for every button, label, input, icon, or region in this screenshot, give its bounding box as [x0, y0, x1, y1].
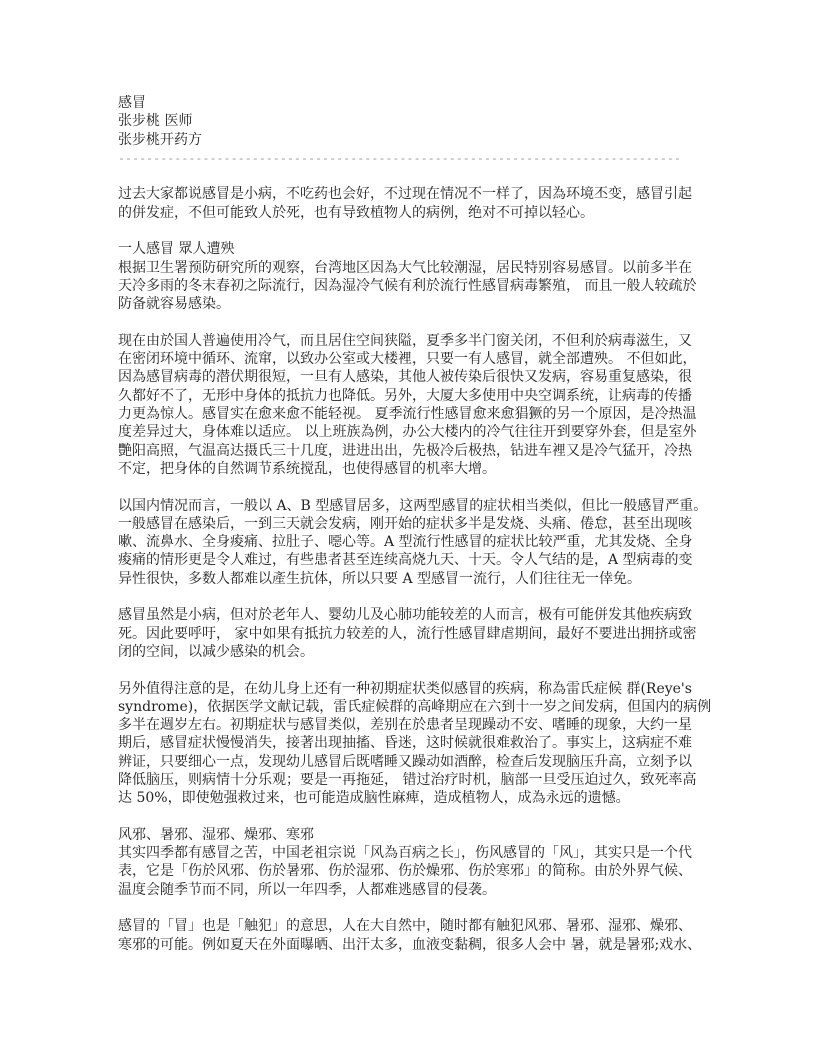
paragraph	[118, 844, 718, 899]
paragraph-line: 异性很快，多数人都难以產生抗体，所以只要 A 型感冒一流行，人们往往无一倖免。	[118, 570, 642, 587]
paragraph-line: 达 50%，即使勉强救过来，也可能造成脑性麻痺，造成植物人，成為永远的遗憾。	[118, 790, 630, 807]
paragraph-line: 在密闭环境中循环、流窜，以致办公室或大楼裡，只要一有人感冒，就全部遭殃。 不但如此，	[118, 351, 697, 368]
heading-text: 风邪、暑邪、湿邪、燥邪、寒邪	[118, 826, 314, 843]
paragraph-line: 的併发症，不但可能致人於死，也有导致植物人的病例，绝对不可掉以轻心。	[118, 204, 594, 221]
paragraph-line: 力更為惊人。感冒实在愈来愈不能轻视。 夏季流行性感冒愈来愈猖獗的另一个原因，是冷热温	[118, 406, 697, 423]
paragraph-line: 另外值得注意的是，在幼儿身上还有一种初期症状类似感冒的疾病，称為雷氏症候 群(Reye's	[118, 680, 692, 697]
paragraph-line: 因為感冒病毒的潜伏期很短，一旦有人感染，其他人被传染后很快又发病，容易重复感染，很	[118, 369, 692, 386]
paragraph-line: 防备就容易感染。	[118, 296, 230, 313]
paragraph	[118, 680, 718, 808]
paragraph-line: 以国内情况而言，一般以 A、B 型感冒居多，这两型感冒的症状相当类似，但比一般感冒严重。	[118, 497, 708, 514]
document-body	[118, 94, 718, 954]
paragraph-line: 天冷多雨的冬末春初之际流行，因為湿冷气候有利於流行性感冒病毒繁殖， 而且一般人较疏於	[118, 277, 697, 294]
paragraph-line: 表，它是「伤於风邪、伤於暑邪、伤於湿邪、伤於燥邪、伤於寒邪」的简称。由於外界气候、	[118, 863, 692, 880]
paragraph-line: 根据卫生署预防研究所的观察，台湾地区因為大气比较潮湿，居民特别容易感冒。以前多半在	[118, 259, 692, 276]
blank-line	[118, 808, 718, 826]
paragraph-line: 嗽、流鼻水、全身痠痛、拉肚子、噁心等。A 型流行性感冒的症状比较严重，尤其发烧、全身	[118, 534, 693, 551]
paragraph-line: 死。因此要呼吁， 家中如果有抵抗力较差的人，流行性感冒肆虐期间，最好不要进出拥挤或密	[118, 625, 697, 642]
paragraph-line: 久都好不了，无形中身体的抵抗力也降低。另外，大厦大多使用中央空调系统，让病毒的传播	[118, 387, 692, 404]
paragraph-line: 不定，把身体的自然调节系统搅乱，也使得感冒的机率大增。	[118, 460, 496, 477]
paragraph-line: 度差异过大，身体难以适应。 以上班族為例，办公大楼内的冷气往往开到要穿外套，但是室外	[118, 424, 697, 441]
paragraph-line: 温度会随季节而不同，所以一年四季，人都难逃感冒的侵袭。	[118, 881, 496, 898]
paragraph	[118, 497, 718, 588]
paragraph-line: 过去大家都说感冒是小病，不吃药也会好，不过现在情况不一样了，因為环境丕变，感冒引起	[118, 186, 692, 203]
blank-line	[118, 167, 718, 185]
section-heading	[118, 240, 718, 258]
paragraph-line: 感冒虽然是小病，但对於老年人、婴幼儿及心肺功能较差的人而言，极有可能併发其他疾病致	[118, 607, 692, 624]
paragraph-line: 闭的空间，以减少感染的机会。	[118, 643, 314, 660]
paragraph-line: 一般感冒在感染后，一到三天就会发病，刚开始的症状多半是发烧、头痛、倦怠，甚至出现咳	[118, 515, 692, 532]
blank-line	[118, 588, 718, 606]
paragraph	[118, 606, 718, 661]
blank-line	[118, 661, 718, 679]
paragraph	[118, 332, 718, 478]
blank-line	[118, 314, 718, 332]
paragraph-line: 感冒的「冒」也是「触犯」的意思，人在大自然中，随时都有触犯风邪、暑邪、湿邪、燥邪、	[118, 918, 692, 935]
paragraph-line: 降低脑压，则病情十分乐观；要是一再拖延， 错过治疗时机，脑部一旦受压迫过久，致死率高	[118, 771, 697, 788]
paragraph-line: 现在由於国人普遍使用冷气，而且居住空间狭隘，夏季多半门窗关闭，不但利於病毒滋生，又	[118, 332, 692, 349]
heading-text: 一人感冒 眾人遭殃	[118, 241, 235, 258]
section-heading	[118, 826, 718, 844]
document-content	[118, 167, 718, 954]
paragraph-line: 辨证，只要细心一点，发现幼儿感冒后既嗜睡又躁动如酒醉，检查后发现脑压升高，立刻予以	[118, 753, 692, 770]
document-title: 感冒	[118, 95, 146, 111]
blank-line	[118, 478, 718, 496]
paragraph-line: 期后，感冒症状慢慢消失，接著出现抽搐、昏迷，这时候就很难救治了。事实上，这病症不难	[118, 735, 692, 752]
document-author: 张步桃 医师	[118, 113, 193, 130]
paragraph-line: 痠痛的情形更是令人难过，有些患者甚至连续高烧九天、十天。令人气结的是，A 型病毒的变	[118, 552, 693, 569]
paragraph-line: 其实四季都有感冒之苦，中国老祖宗说「风為百病之长」，伤风感冒的「风」，其实只是一个代	[118, 845, 692, 862]
paragraph	[118, 917, 718, 954]
paragraph	[118, 185, 718, 222]
paragraph-line: 寒邪的可能。例如夏天在外面曝晒、出汗太多，血液变黏稠，很多人会中 暑，就是暑邪;戏水、	[118, 936, 702, 953]
blank-line	[118, 222, 718, 240]
blank-line	[118, 899, 718, 917]
paragraph-line: 多半在週岁左右。初期症状与感冒类似，差别在於患者呈现躁动不安、嗜睡的现象，大约一星	[118, 717, 692, 734]
paragraph-line: 艷阳高照，气温高达摄氏三十几度，进进出出，先极冷后极热，钻进车裡又是冷气猛开，冷热	[118, 442, 692, 459]
paragraph	[118, 259, 718, 314]
document-source: 张步桃开药方	[118, 131, 202, 148]
paragraph-line: syndrome)，依据医学文献记载，雷氏症候群的高峰期应在六到十一岁之间发病，但国内的病例	[118, 698, 712, 715]
divider-rule: --------------------------------------------------------------------------------	[118, 150, 681, 165]
